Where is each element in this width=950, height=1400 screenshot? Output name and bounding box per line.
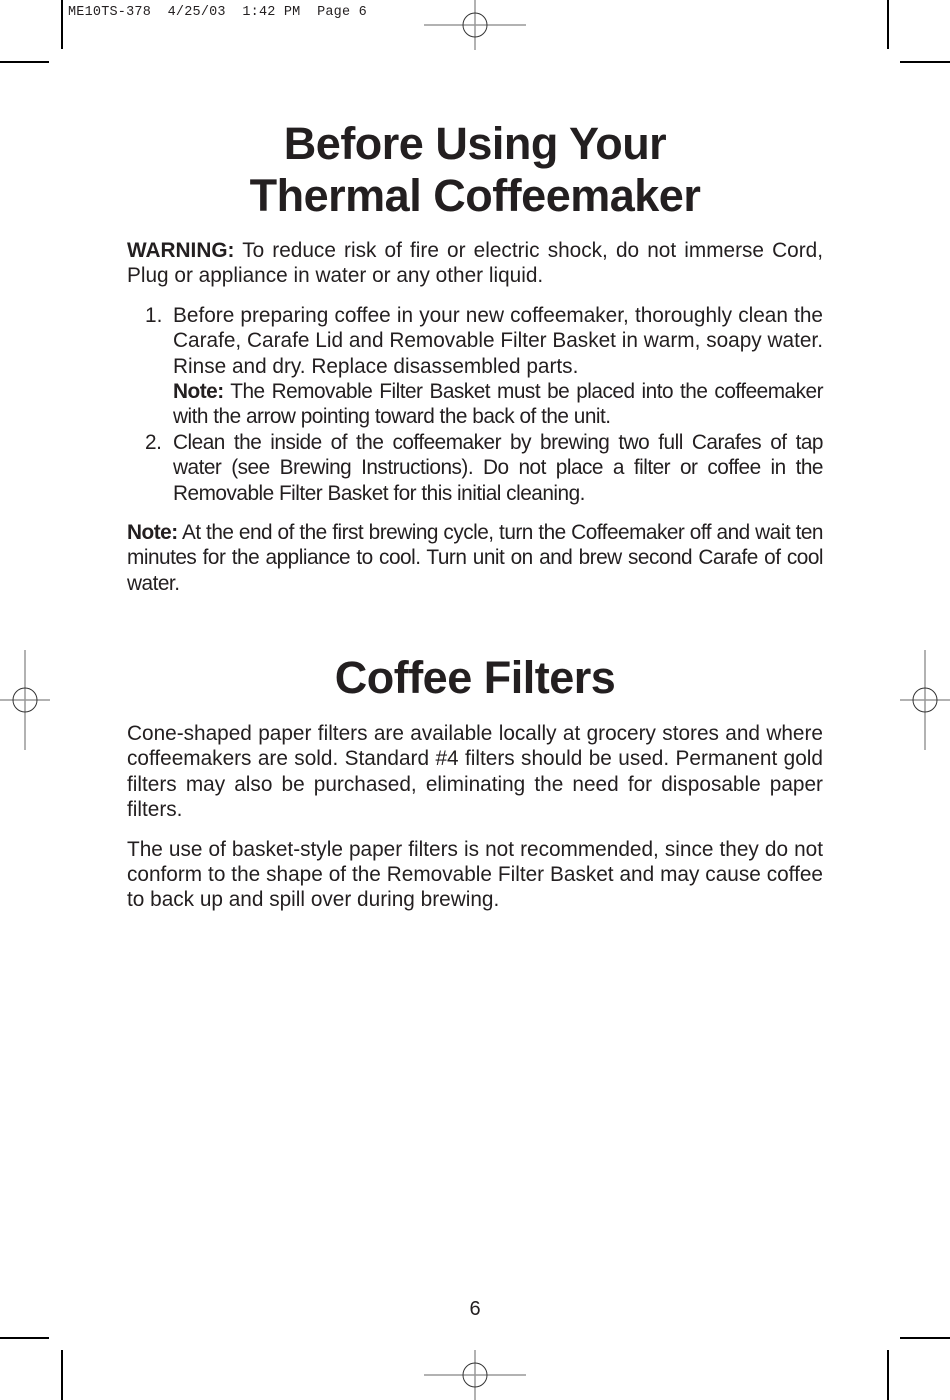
- warning-label: WARNING:: [127, 239, 235, 262]
- filters-paragraph-2: The use of basket-style paper filters is not recommended, since they do not conform to the shape of the Removable Filter Basket and may cause coffee to back up and spill over during brewing.: [127, 837, 823, 912]
- crop-mark-top-right-horizontal: [900, 61, 950, 63]
- note-text: The Removable Filter Basket must be placed into the coffeemaker with the arrow pointing toward the back of the unit.: [173, 380, 823, 429]
- slug-doc-id: ME10TS-378: [68, 5, 152, 20]
- crop-mark-bottom-right-horizontal: [900, 1337, 950, 1339]
- crop-mark-top-left-horizontal: [0, 61, 49, 63]
- list-item: [127, 430, 823, 506]
- registration-mark-bottom-icon: [424, 1350, 526, 1400]
- section-body-before-using: [127, 238, 823, 596]
- note-label: Note:: [173, 380, 224, 404]
- warning-text: To reduce risk of fire or electric shock, do not immerse Cord, Plug or appliance in water or any other liquid.: [127, 239, 823, 288]
- section-body-coffee-filters: [127, 721, 823, 913]
- filters-paragraph-1: Cone-shaped paper filters are available locally at grocery stores and where coffeemakers are sold. Standard #4 filters should be used. Permanent gold filters may also be purchased, eliminating the need for disposable paper filters.: [127, 722, 823, 822]
- printer-slug: [68, 5, 367, 20]
- list-item: [127, 303, 823, 430]
- list-item-text: Before preparing coffee in your new coffeemaker, thoroughly clean the Carafe, Carafe Lid and Removable Filter Basket in warm, soapy water. Rinse and dry. Replace disassembled parts.: [173, 303, 823, 378]
- crop-mark-bottom-right-vertical: [887, 1350, 889, 1400]
- slug-page: Page 6: [317, 5, 367, 20]
- warning-paragraph: [127, 238, 823, 289]
- section-title-before-using: [0, 118, 950, 222]
- title-line-2: Thermal Coffeemaker: [249, 170, 701, 221]
- crop-mark-top-left-vertical: [61, 0, 63, 49]
- crop-mark-bottom-left-horizontal: [0, 1337, 49, 1339]
- list-item-text: Clean the inside of the coffeemaker by brewing two full Carafes of tap water (see Brewing Instructions). Do not place a filter or coffee in the Removable Filter Basket for this initial cleaning.: [173, 430, 823, 505]
- list-item-number: 2.: [145, 430, 162, 454]
- instructions-list: [127, 303, 823, 506]
- section-title-coffee-filters: Coffee Filters: [334, 652, 616, 703]
- crop-mark-top-right-vertical: [887, 0, 889, 49]
- note-text: At the end of the first brewing cycle, turn the Coffeemaker off and wait ten minutes for the appliance to cool. Turn unit on and brew second Carafe of cool water.: [127, 521, 823, 595]
- list-item-note: [173, 380, 823, 428]
- page-number: 6: [469, 1298, 481, 1320]
- slug-date: 4/25/03: [167, 5, 226, 20]
- title-line-1: Before Using Your: [283, 118, 667, 169]
- list-item-number: 1.: [145, 303, 163, 327]
- crop-mark-bottom-left-vertical: [61, 1350, 63, 1400]
- note-paragraph: [127, 520, 823, 596]
- registration-mark-top-icon: [424, 0, 526, 50]
- note-label: Note:: [127, 521, 178, 545]
- slug-time: 1:42 PM: [242, 5, 301, 20]
